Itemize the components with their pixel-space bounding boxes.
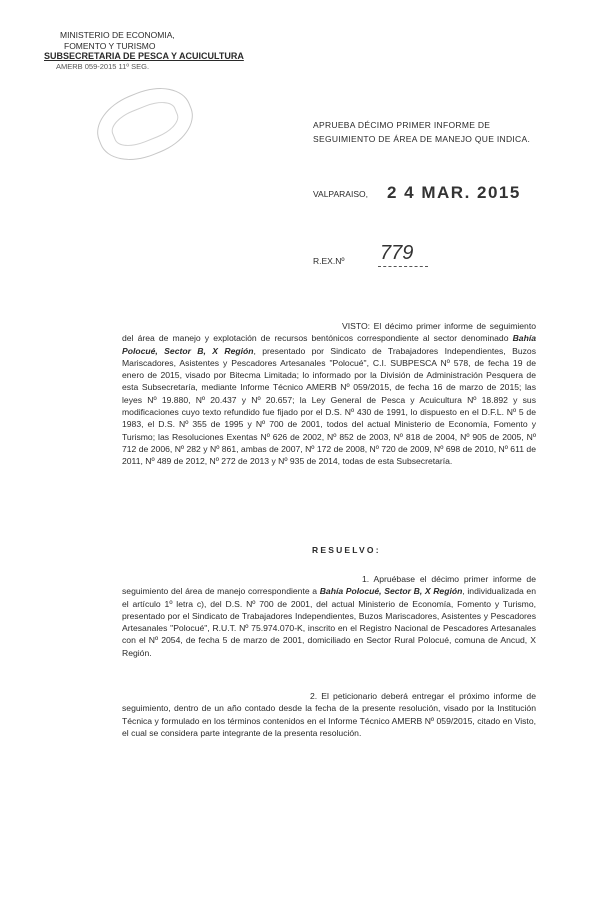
letterhead xyxy=(44,30,244,72)
resuelvo-heading: RESUELVO: xyxy=(312,545,381,555)
rex-label: R.EX.Nº xyxy=(313,256,345,266)
ministry-line-1: MINISTERIO DE ECONOMIA, xyxy=(60,30,175,40)
date-stamp: 2 4 MAR. 2015 xyxy=(387,183,521,202)
resolution-number: 779 xyxy=(380,242,414,264)
stamp-inner xyxy=(107,96,183,153)
item1-lead: 1. Apruébase el décimo primer informe de seguimiento del área de manejo correspondiente a xyxy=(122,574,536,597)
place-label: VALPARAISO, xyxy=(313,189,368,199)
number-underline xyxy=(378,266,428,267)
item1-rest: , individualizada en el artículo 1º letra c), del D.S. Nº 700 de 2001, del actual Ministerio de Economía, Fomento y Turismo, presentado por el Sindicato de Trabajadores Independientes, Buzos Mariscadores, Asistentes y Pescadores Artesanales "Polocué", R.U.T. Nº 75.974.070-K, inscrito en el Registro Nacional de Pescadores Artesanales con el Nº 2054, de fecha 5 de marzo de 2001, domiciliado en Sector Rural Polocué, comuna de Ancud, X Región. xyxy=(122,586,536,658)
official-stamp xyxy=(88,76,203,172)
item1-area: Bahía Polocué, Sector B, X Región xyxy=(319,586,463,597)
ministry-line-2: FOMENTO Y TURISMO xyxy=(64,40,156,51)
resolution-item-1 xyxy=(122,573,536,659)
reference-code: AMERB 059-2015 11º SEG. xyxy=(56,61,150,71)
visto-lead: VISTO: El décimo primer informe de seguimiento del área de manejo y explotación de recursos bentónicos correspondiente al sector denominado xyxy=(122,321,536,344)
visto-paragraph xyxy=(122,320,536,468)
item2-text: 2. El peticionario deberá entregar el próximo informe de seguimiento, dentro de un año contado desde la fecha de la presente resolución, visado por la Institución Técnica y formulado en los términos contenidos en el Informe Técnico AMERB Nº 059/2015, citado en Visto, el cual se considera parte integrante de la presenta resolución. xyxy=(122,691,536,738)
resolution-item-2 xyxy=(122,690,536,739)
document-title: APRUEBA DÉCIMO PRIMER INFORME DE SEGUIMIENTO DE ÁREA DE MANEJO QUE INDICA. xyxy=(313,120,531,144)
visto-area: Bahía Polocué, Sector B, X Región xyxy=(122,333,536,356)
subsecretaria-name: SUBSECRETARIA DE PESCA Y ACUICULTURA xyxy=(44,51,244,61)
visto-rest: , presentado por Sindicato de Trabajadores Independientes, Buzos Mariscadores, Asistentes y Pescadores Artesanales "Polocué", C.I. SUBPESCA Nº 578, de fecha 19 de enero de 2015, visado por Bitecma Limitada; lo informado por la División de Administración Pesquera de esta Subsecretaría, mediante Informe Técnico AMERB Nº 059/2015, de fecha 16 de marzo de 2015; las leyes Nº 19.880, Nº 20.437 y Nº 20.657; la Ley General de Pesca y Acuicultura Nº 18.892 y sus modificaciones cuyo texto refundido fue fijado por el D.S. Nº 430 de 1991, lo dispuesto en el D.F.L. Nº 5 de 1983, el D.S. Nº 355 de 1995 y Nº 700 de 2001, todos del actual Ministerio de Economía, Fomento y Turismo; las Resoluciones Exentas Nº 626 de 2002, Nº 852 de 2003, Nº 818 de 2004, Nº 905 de 2005, Nº 712 de 2006, Nº 282 y Nº 861, ambas de 2007, Nº 172 de 2008, Nº 720 de 2009, Nº 698 de 2010, Nº 611 de 2011, Nº 489 de 2012, Nº 272 de 2013 y Nº 935 de 2014, todas de esta Subsecretaría. xyxy=(122,345,536,467)
